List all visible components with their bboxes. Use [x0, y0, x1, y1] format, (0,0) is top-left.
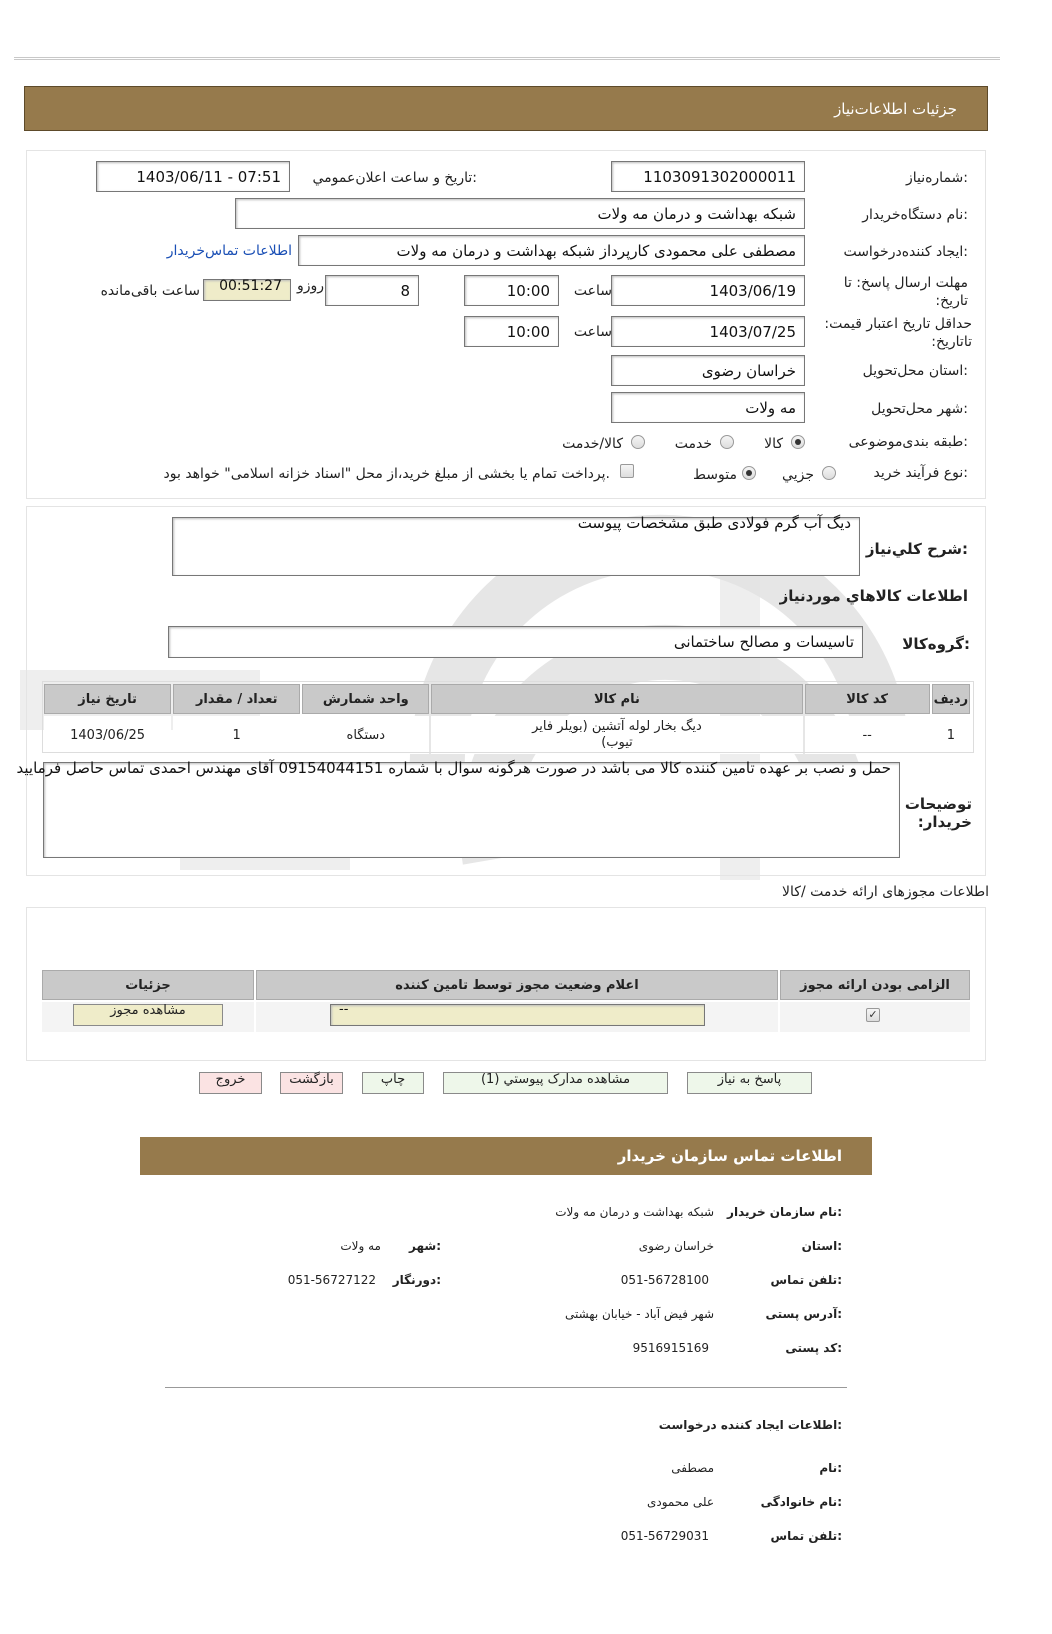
deadline-date-field: 1403/06/19 — [611, 275, 805, 306]
contact-buyer-link[interactable]: اطلاعات تماس‌خريدار — [166, 243, 292, 259]
col-license-required: الزامی بودن ارائه مجوز — [780, 970, 970, 1000]
desc-label: شرح کلي‌نياز: — [865, 540, 968, 558]
need-number-field: 1103091302000011 — [611, 161, 805, 192]
cell-unit: دستگاه — [302, 716, 429, 754]
city-label: شهر محل‌تحويل: — [871, 401, 968, 417]
fax-label: دورنگار: — [392, 1273, 441, 1287]
org-value: شبکه بهداشت و درمان مه ولات — [555, 1205, 714, 1219]
top-divider — [14, 57, 1000, 60]
city-field: مه ولات — [611, 392, 805, 423]
cell-qty: 1 — [173, 716, 300, 754]
buyer-org-label: نام دستگاه‌خريدار: — [862, 207, 968, 223]
creator-phone-value: 051-56729031 — [620, 1529, 709, 1543]
reply-button[interactable]: پاسخ به نياز — [687, 1072, 812, 1094]
phone-label: تلفن تماس: — [770, 1273, 842, 1287]
remaining-time-field: 00:51:27 — [203, 279, 291, 301]
days-label: روزو — [296, 278, 324, 294]
col-code: کد کالا — [805, 684, 930, 714]
contact-divider — [165, 1387, 847, 1388]
notes-field: حمل و نصب بر عهده تامین کننده کالا می باشد در صورت هرگونه سوال با شماره 09154044151 آقای مهندس احمدی تماس حاصل فرمایید — [43, 762, 900, 858]
deadline-time-field: 10:00 — [464, 275, 559, 306]
phone-value: 051-56728100 — [620, 1273, 709, 1287]
city-contact-value: مه ولات — [340, 1239, 381, 1253]
address-value: شهر فیض آباد - خیابان بهشتی — [564, 1307, 714, 1321]
family-label: نام خانوادگی: — [760, 1495, 842, 1509]
creator-field: مصطفی علی محمودی کارپرداز شبکه بهداشت و درمان مه ولات — [298, 235, 805, 266]
buyer-org-field: شبکه بهداشت و درمان مه ولات — [235, 198, 805, 229]
name-label: نام: — [819, 1461, 842, 1475]
col-qty: تعداد / مقدار — [173, 684, 300, 714]
city-contact-label: شهر: — [409, 1239, 441, 1253]
cell-date: 1403/06/25 — [44, 716, 171, 754]
category-radio-goods[interactable] — [791, 435, 805, 449]
view-license-button[interactable]: مشاهده مجوز — [73, 1004, 223, 1026]
license-title: اطلاعات مجوزهای ارائه خدمت /کالا — [782, 884, 989, 900]
license-table-header — [42, 970, 970, 1000]
group-label: گروه‌کالا: — [902, 635, 970, 653]
cell-row: 1 — [932, 716, 970, 754]
col-license-status: اعلام وضعیت مجوز توسط تامین کننده — [256, 970, 778, 1000]
process-option-minor: جزيي — [782, 467, 814, 483]
payment-note: پرداخت تمام يا بخشی از مبلغ خريد،از محل "اسناد خزانه اسلامی" خواهد بود. — [163, 466, 610, 482]
col-license-details: جزئيات — [42, 970, 254, 1000]
col-date: تاريخ نياز — [44, 684, 171, 714]
attachments-button[interactable]: مشاهده مدارک پيوستي (1) — [443, 1072, 668, 1094]
contact-title: اطلاعات تماس سازمان خریدار — [617, 1147, 842, 1165]
cell-code: -- — [805, 716, 930, 754]
announce-label: تاريخ و ساعت اعلان‌عمومي: — [312, 170, 477, 186]
goods-table-frame — [42, 681, 974, 753]
creator-phone-label: تلفن تماس: — [770, 1529, 842, 1543]
notes-label: توضيحات خريدار: — [904, 795, 972, 831]
creator-label: ايجاد کننده‌درخواست: — [843, 244, 968, 260]
category-option-goods-service: کالا/خدمت — [562, 436, 623, 452]
province-label: استان محل‌تحويل: — [862, 363, 968, 379]
days-field: 8 — [325, 275, 419, 306]
price-valid-date-field: 1403/07/25 — [611, 316, 805, 347]
cell-name: دیگ بخار لوله آتشین (بویلر فایر تیوب) — [431, 716, 802, 754]
remaining-label: ساعت باقی‌مانده — [100, 283, 200, 299]
category-radio-goods-service[interactable] — [631, 435, 645, 449]
category-option-goods: کالا — [764, 436, 783, 452]
postal-label: کد پستی: — [785, 1341, 842, 1355]
col-name: نام کالا — [431, 684, 802, 714]
price-valid-time-label: ساعت — [573, 324, 612, 340]
category-radio-service[interactable] — [720, 435, 734, 449]
back-button[interactable]: بازگشت — [280, 1072, 343, 1094]
deadline-time-label: ساعت — [573, 283, 612, 299]
need-number-label: شماره‌نیاز: — [905, 170, 968, 186]
price-valid-time-field: 10:00 — [464, 316, 559, 347]
desc-field: دیگ آب گرم فولادی طبق مشخصات پیوست — [172, 517, 860, 576]
contact-header — [140, 1137, 872, 1175]
print-button[interactable]: چاپ — [362, 1072, 424, 1094]
process-label: نوع فرآيند خريد: — [873, 465, 968, 481]
license-status-field[interactable]: -- — [330, 1004, 705, 1026]
license-required-checkbox: ✓ — [866, 1008, 880, 1022]
creator-info-title: اطلاعات ایجاد کننده درخواست: — [658, 1418, 842, 1432]
org-label: نام سازمان خریدار: — [727, 1205, 842, 1219]
postal-value: 9516915169 — [632, 1341, 709, 1355]
price-valid-label: حداقل تاريخ اعتبار قيمت: تاتاريخ: — [824, 316, 972, 350]
province-contact-value: خراسان رضوی — [638, 1239, 714, 1253]
name-value: مصطفی — [671, 1461, 714, 1475]
exit-button[interactable]: خروج — [199, 1072, 262, 1094]
fax-value: 051-56727122 — [287, 1273, 376, 1287]
process-radio-minor[interactable] — [822, 466, 836, 480]
process-option-medium: متوسط — [693, 467, 737, 483]
deadline-label: مهلت ارسال پاسخ: تا تاریخ: — [843, 275, 968, 309]
province-contact-label: استان: — [801, 1239, 842, 1253]
col-unit: واحد شمارش — [302, 684, 429, 714]
group-field: تاسیسات و مصالح ساختمانی — [168, 626, 863, 658]
address-label: آدرس پستی: — [765, 1307, 842, 1321]
category-option-service: خدمت — [674, 436, 712, 452]
process-radio-medium[interactable] — [742, 466, 756, 480]
treasury-checkbox[interactable] — [620, 464, 634, 478]
province-field: خراسان رضوی — [611, 355, 805, 386]
announce-field: 1403/06/11 - 07:51 — [96, 161, 290, 192]
col-row: رديف — [932, 684, 970, 714]
goods-info-title: اطلاعات کالاهاي موردنياز — [779, 587, 968, 605]
family-value: علی محمودی — [647, 1495, 714, 1509]
page-title: جزئیات اطلاعات‌نیاز — [834, 99, 957, 118]
category-label: طبقه بندی‌موضوعی: — [848, 434, 968, 450]
page-header — [24, 86, 988, 131]
